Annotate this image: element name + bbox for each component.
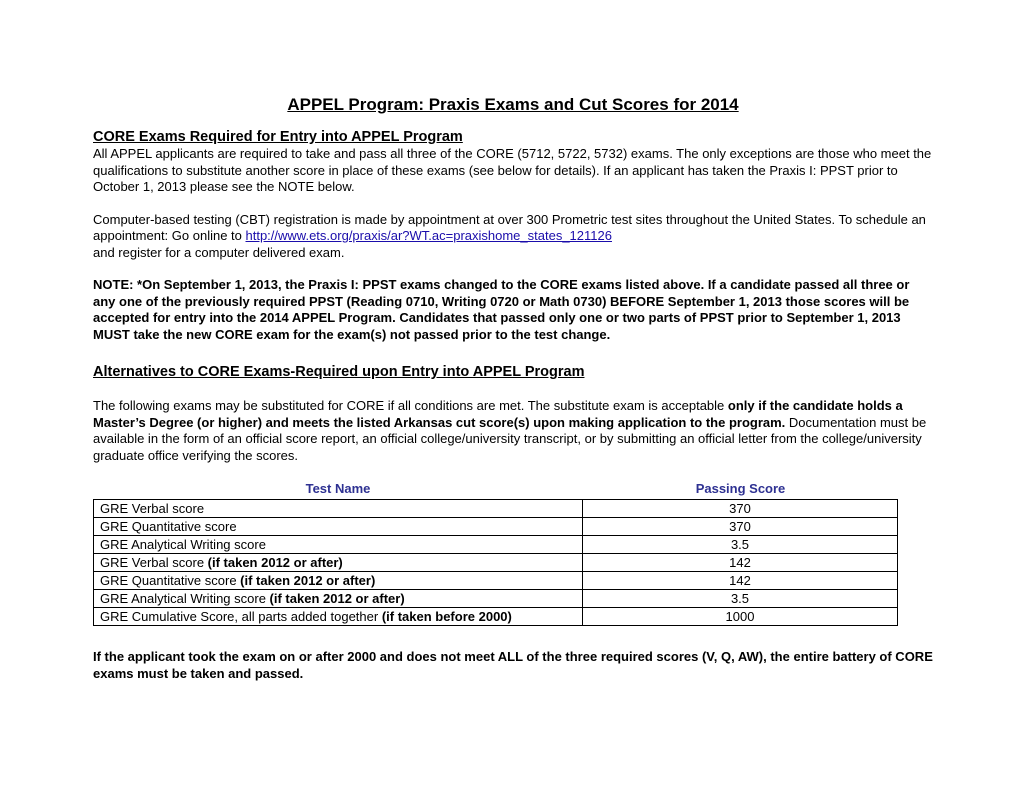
table-row bbox=[94, 608, 898, 626]
test-name-cell bbox=[94, 536, 583, 554]
passing-score-cell: 142 bbox=[583, 554, 898, 572]
passing-score-cell: 1000 bbox=[583, 608, 898, 626]
table-row bbox=[94, 572, 898, 590]
test-name: GRE Quantitative score bbox=[100, 519, 237, 534]
test-name-cell bbox=[94, 608, 583, 626]
test-name: GRE Analytical Writing score bbox=[100, 537, 266, 552]
table-header bbox=[93, 481, 933, 497]
alternatives-condition: only if the candidate holds a Master’s Degree (or higher) and meets the listed Arkansas cut score(s) upon making application to the program. bbox=[93, 398, 903, 430]
alternatives-text: The following exams may be substituted for CORE if all conditions are met. The substitute exam is acceptable bbox=[93, 398, 728, 413]
core-paragraph: All APPEL applicants are required to take and pass all three of the CORE (5712, 5722, 5732) exams. The only exceptions are those who meet the qualifications to substitute another score in place of these exams (see below for details). If an applicant has taken the Praxis I: PPST prior to October 1, 2013 please see the NOTE below. bbox=[93, 146, 932, 194]
cbt-text-end: and register for a computer delivered exam. bbox=[93, 244, 345, 260]
passing-score-cell: 370 bbox=[583, 518, 898, 536]
test-name: GRE Verbal score bbox=[100, 555, 208, 570]
core-heading: CORE Exams Required for Entry into APPEL Program bbox=[93, 129, 463, 145]
cbt-paragraph bbox=[93, 212, 933, 262]
footnote: If the applicant took the exam on or after 2000 and does not meet ALL of the three required scores (V, Q, AW), the entire battery of CORE exams must be taken and passed. bbox=[93, 649, 933, 681]
document-page bbox=[93, 94, 933, 682]
note-paragraph: NOTE: *On September 1, 2013, the Praxis I: PPST exams changed to the CORE exams listed above. If a candidate passed all three or any one of the previously required PPST (Reading 0710, Writing 0720 or Math 0730) BEFORE September 1, 2013 those scores will be accepted for entry into the 2014 APPEL Program. Candidates that passed only one or two parts of PPST prior to September 1, 2013 MUST take the new CORE exam for the exam(s) not passed prior to the test change. bbox=[93, 277, 910, 342]
passing-score-cell: 370 bbox=[583, 500, 898, 518]
test-name: GRE Analytical Writing score bbox=[100, 591, 270, 606]
test-qualifier: (if taken 2012 or after) bbox=[207, 555, 343, 570]
test-name-cell bbox=[94, 554, 583, 572]
page-title: APPEL Program: Praxis Exams and Cut Scores for 2014 bbox=[287, 95, 739, 114]
alternatives-text-end: Documentation must be available in the form of an official score report, an official college/university transcript, or by submitting an official letter from the college/university graduate office verifying the scores. bbox=[93, 414, 927, 463]
passing-score-cell: 142 bbox=[583, 572, 898, 590]
cbt-text: Computer-based testing (CBT) registration is made by appointment at over 300 Prometric test sites throughout the United States. To schedule an appointment: Go online to bbox=[93, 211, 926, 243]
ets-praxis-link[interactable]: http://www.ets.org/praxis/ar?WT.ac=praxishome_states_121126 bbox=[245, 228, 612, 243]
column-header-passing-score: Passing Score bbox=[695, 481, 786, 496]
test-qualifier: (if taken 2012 or after) bbox=[269, 591, 405, 606]
alternatives-heading: Alternatives to CORE Exams-Required upon Entry into APPEL Program bbox=[93, 364, 585, 380]
test-name-cell bbox=[94, 500, 583, 518]
test-name-cell bbox=[94, 590, 583, 608]
table-row bbox=[94, 518, 898, 536]
passing-score-cell: 3.5 bbox=[583, 536, 898, 554]
scores-table bbox=[93, 499, 898, 626]
table-row bbox=[94, 500, 898, 518]
test-qualifier: (if taken before 2000) bbox=[381, 609, 512, 624]
test-name: GRE Cumulative Score, all parts added together bbox=[100, 609, 382, 624]
table-row bbox=[94, 590, 898, 608]
test-name-cell bbox=[94, 518, 583, 536]
alternatives-paragraph bbox=[93, 398, 933, 464]
test-name: GRE Quantitative score bbox=[100, 573, 241, 588]
column-header-test-name: Test Name bbox=[305, 481, 371, 496]
test-qualifier: (if taken 2012 or after) bbox=[240, 573, 376, 588]
test-name-cell bbox=[94, 572, 583, 590]
test-name: GRE Verbal score bbox=[100, 501, 205, 516]
table-row bbox=[94, 536, 898, 554]
passing-score-cell: 3.5 bbox=[583, 590, 898, 608]
table-row bbox=[94, 554, 898, 572]
